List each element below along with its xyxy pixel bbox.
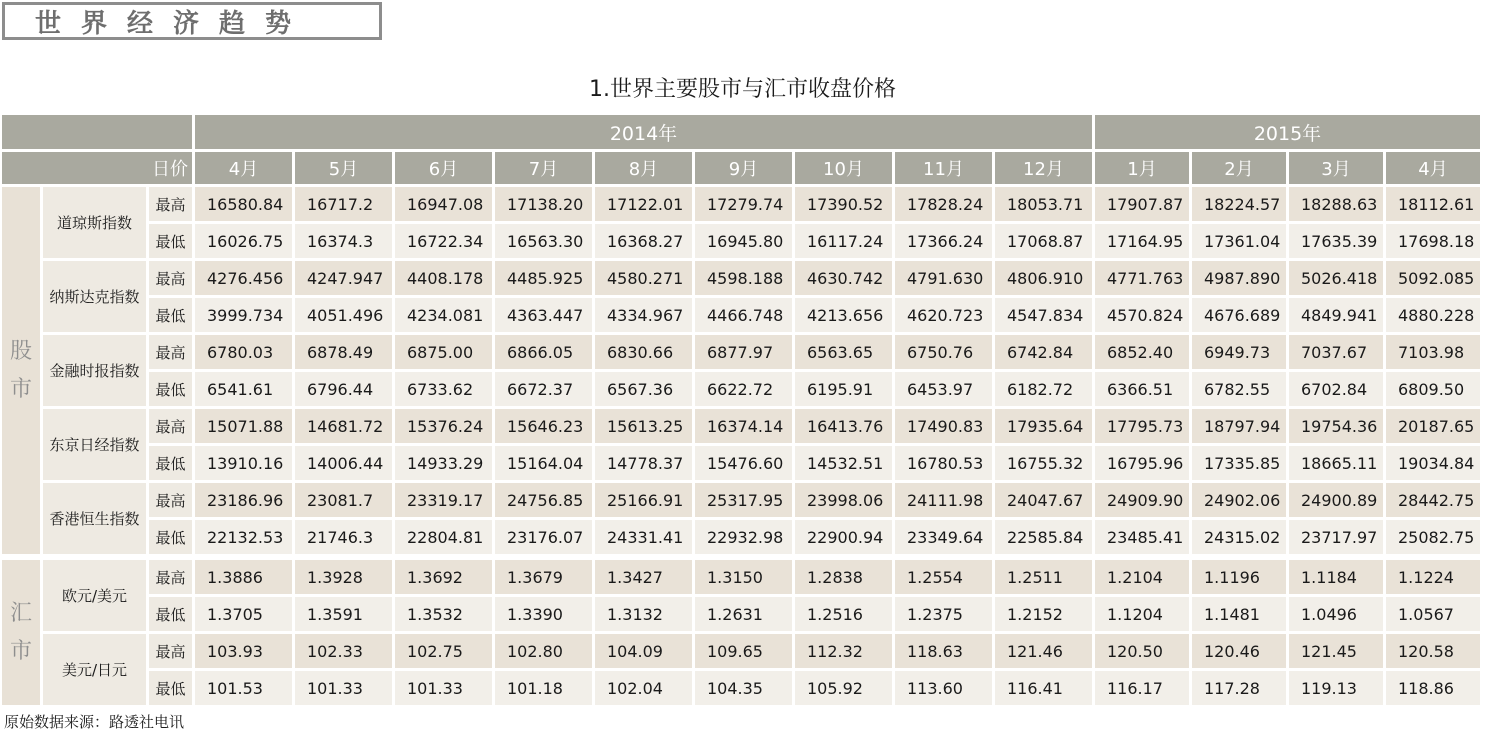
price-cell: 22932.98: [695, 520, 792, 554]
data-source-note: 原始数据来源：路透社电讯: [4, 713, 185, 731]
price-cell: 1.3886: [195, 560, 292, 594]
price-cell: 17279.74: [695, 187, 792, 221]
high-low-label: 最低: [149, 298, 192, 332]
price-cell: 22900.94: [795, 520, 892, 554]
price-cell: 1.3150: [695, 560, 792, 594]
price-cell: 18224.57: [1192, 187, 1286, 221]
price-cell: 1.2554: [895, 560, 992, 594]
price-cell: 6541.61: [195, 372, 292, 406]
price-cell: 4849.941: [1289, 298, 1383, 332]
price-cell: 1.1481: [1192, 597, 1286, 631]
price-cell: 16780.53: [895, 446, 992, 480]
price-cell: 17390.52: [795, 187, 892, 221]
price-cell: 1.3390: [495, 597, 592, 631]
price-cell: 6742.84: [995, 335, 1092, 369]
table-row: [2, 560, 1480, 594]
price-cell: 4234.081: [395, 298, 492, 332]
price-cell: 103.93: [195, 634, 292, 668]
price-cell: 16026.75: [195, 224, 292, 258]
price-cell: 4485.925: [495, 261, 592, 295]
month-header: 6月: [395, 152, 492, 184]
price-cell: 1.1184: [1289, 560, 1383, 594]
price-cell: 25317.95: [695, 483, 792, 517]
price-cell: 1.0496: [1289, 597, 1383, 631]
price-cell: 6672.37: [495, 372, 592, 406]
price-cell: 1.2152: [995, 597, 1092, 631]
high-low-label: 最低: [149, 224, 192, 258]
group-label-text: 股市: [10, 338, 33, 402]
price-cell: 6866.05: [495, 335, 592, 369]
price-cell: 5092.085: [1386, 261, 1480, 295]
price-cell: 17935.64: [995, 409, 1092, 443]
table-row: [2, 261, 1480, 295]
price-cell: 16755.32: [995, 446, 1092, 480]
price-cell: 16413.76: [795, 409, 892, 443]
high-low-label: 最高: [149, 560, 192, 594]
price-cell: 101.53: [195, 671, 292, 705]
price-cell: 4570.824: [1095, 298, 1189, 332]
price-cell: 120.50: [1095, 634, 1189, 668]
price-cell: 17635.39: [1289, 224, 1383, 258]
price-cell: 15376.24: [395, 409, 492, 443]
price-cell: 24111.98: [895, 483, 992, 517]
index-name: 道琼斯指数: [43, 187, 146, 258]
price-cell: 6796.44: [295, 372, 392, 406]
price-cell: 17138.20: [495, 187, 592, 221]
index-name: 美元/日元: [43, 634, 146, 705]
price-cell: 6782.55: [1192, 372, 1286, 406]
high-low-label: 最高: [149, 634, 192, 668]
index-name: 东京日经指数: [43, 409, 146, 480]
table-title: 1.世界主要股市与汇市收盘价格: [589, 77, 896, 102]
price-cell: 118.63: [895, 634, 992, 668]
high-low-label: 最低: [149, 372, 192, 406]
header-corner: [2, 115, 192, 149]
high-low-label: 最高: [149, 483, 192, 517]
price-cell: 1.3532: [395, 597, 492, 631]
month-header: 9月: [695, 152, 792, 184]
price-cell: 6567.36: [595, 372, 692, 406]
price-cell: 104.35: [695, 671, 792, 705]
price-cell: 25166.91: [595, 483, 692, 517]
price-cell: 1.2511: [995, 560, 1092, 594]
price-cell: 4408.178: [395, 261, 492, 295]
price-cell: 24902.06: [1192, 483, 1286, 517]
high-low-label: 最低: [149, 671, 192, 705]
price-cell: 5026.418: [1289, 261, 1383, 295]
price-cell: 17122.01: [595, 187, 692, 221]
price-cell: 6780.03: [195, 335, 292, 369]
price-table: [0, 112, 1483, 708]
price-cell: 24331.41: [595, 520, 692, 554]
month-header-row: [2, 152, 1480, 184]
price-cell: 6702.84: [1289, 372, 1383, 406]
table-row: [2, 335, 1480, 369]
price-cell: 24047.67: [995, 483, 1092, 517]
price-cell: 4466.748: [695, 298, 792, 332]
price-cell: 23081.7: [295, 483, 392, 517]
month-header: 8月: [595, 152, 692, 184]
price-cell: 22132.53: [195, 520, 292, 554]
high-low-label: 最高: [149, 409, 192, 443]
price-cell: 17335.85: [1192, 446, 1286, 480]
price-cell: 15646.23: [495, 409, 592, 443]
price-cell: 4630.742: [795, 261, 892, 295]
price-cell: 120.46: [1192, 634, 1286, 668]
group-label-text: 汇市: [10, 600, 33, 664]
price-cell: 102.33: [295, 634, 392, 668]
price-cell: 120.58: [1386, 634, 1480, 668]
price-cell: 24900.89: [1289, 483, 1383, 517]
table-row: [2, 671, 1480, 705]
price-cell: 17698.18: [1386, 224, 1480, 258]
price-cell: 19034.84: [1386, 446, 1480, 480]
price-cell: 4547.834: [995, 298, 1092, 332]
price-cell: 18112.61: [1386, 187, 1480, 221]
price-cell: 14532.51: [795, 446, 892, 480]
price-cell: 18288.63: [1289, 187, 1383, 221]
table-row: [2, 597, 1480, 631]
price-cell: 24909.90: [1095, 483, 1189, 517]
price-cell: 6852.40: [1095, 335, 1189, 369]
price-cell: 105.92: [795, 671, 892, 705]
price-cell: 14933.29: [395, 446, 492, 480]
table-row: [2, 520, 1480, 554]
price-cell: 1.3591: [295, 597, 392, 631]
index-name: 纳斯达克指数: [43, 261, 146, 332]
high-low-label: 最高: [149, 187, 192, 221]
price-cell: 102.75: [395, 634, 492, 668]
price-cell: 16580.84: [195, 187, 292, 221]
price-cell: 17795.73: [1095, 409, 1189, 443]
price-cell: 1.3132: [595, 597, 692, 631]
price-cell: 18053.71: [995, 187, 1092, 221]
price-cell: 23176.07: [495, 520, 592, 554]
price-cell: 117.28: [1192, 671, 1286, 705]
month-header: 4月: [1386, 152, 1480, 184]
price-cell: 17164.95: [1095, 224, 1189, 258]
price-cell: 24756.85: [495, 483, 592, 517]
price-cell: 16722.34: [395, 224, 492, 258]
price-cell: 1.3692: [395, 560, 492, 594]
price-cell: 17068.87: [995, 224, 1092, 258]
index-name: 金融时报指数: [43, 335, 146, 406]
price-cell: 1.1224: [1386, 560, 1480, 594]
month-header: 7月: [495, 152, 592, 184]
price-cell: 121.45: [1289, 634, 1383, 668]
price-cell: 101.33: [395, 671, 492, 705]
price-cell: 101.33: [295, 671, 392, 705]
price-cell: 121.46: [995, 634, 1092, 668]
table-row: [2, 483, 1480, 517]
price-cell: 22585.84: [995, 520, 1092, 554]
price-cell: 4620.723: [895, 298, 992, 332]
price-cell: 119.13: [1289, 671, 1383, 705]
price-cell: 1.2631: [695, 597, 792, 631]
price-cell: 113.60: [895, 671, 992, 705]
price-cell: 25082.75: [1386, 520, 1480, 554]
table-row: [2, 634, 1480, 668]
price-cell: 6182.72: [995, 372, 1092, 406]
price-cell: 23998.06: [795, 483, 892, 517]
price-cell: 1.3427: [595, 560, 692, 594]
year-2015-header: 2015年: [1095, 115, 1480, 149]
high-low-label: 最高: [149, 261, 192, 295]
price-cell: 22804.81: [395, 520, 492, 554]
price-cell: 116.41: [995, 671, 1092, 705]
price-cell: 15476.60: [695, 446, 792, 480]
price-cell: 4213.656: [795, 298, 892, 332]
price-cell: 20187.65: [1386, 409, 1480, 443]
group-label: [2, 560, 40, 705]
price-cell: 13910.16: [195, 446, 292, 480]
high-low-label: 最低: [149, 446, 192, 480]
price-cell: 118.86: [1386, 671, 1480, 705]
table-row: [2, 298, 1480, 332]
high-low-label: 最低: [149, 520, 192, 554]
price-cell: 1.1196: [1192, 560, 1286, 594]
price-cell: 4334.967: [595, 298, 692, 332]
price-cell: 4598.188: [695, 261, 792, 295]
price-cell: 4363.447: [495, 298, 592, 332]
price-cell: 6809.50: [1386, 372, 1480, 406]
price-cell: 17490.83: [895, 409, 992, 443]
price-cell: 14778.37: [595, 446, 692, 480]
price-cell: 21746.3: [295, 520, 392, 554]
price-cell: 6830.66: [595, 335, 692, 369]
price-cell: 16117.24: [795, 224, 892, 258]
price-cell: 4051.496: [295, 298, 392, 332]
price-cell: 16374.14: [695, 409, 792, 443]
price-cell: 16368.27: [595, 224, 692, 258]
price-cell: 1.3705: [195, 597, 292, 631]
price-cell: 102.04: [595, 671, 692, 705]
price-cell: 7037.67: [1289, 335, 1383, 369]
year-header-row: [2, 115, 1480, 149]
price-cell: 6875.00: [395, 335, 492, 369]
price-cell: 4806.910: [995, 261, 1092, 295]
price-cell: 1.0567: [1386, 597, 1480, 631]
price-cell: 16795.96: [1095, 446, 1189, 480]
index-name: 欧元/美元: [43, 560, 146, 631]
price-cell: 1.2516: [795, 597, 892, 631]
price-cell: 101.18: [495, 671, 592, 705]
month-header: 4月: [195, 152, 292, 184]
price-cell: 23319.17: [395, 483, 492, 517]
price-cell: 14006.44: [295, 446, 392, 480]
price-cell: 16563.30: [495, 224, 592, 258]
price-cell: 16947.08: [395, 187, 492, 221]
table-row: [2, 446, 1480, 480]
price-cell: 1.2375: [895, 597, 992, 631]
high-low-label: 最低: [149, 597, 192, 631]
table-body: [2, 187, 1480, 705]
price-cell: 4580.271: [595, 261, 692, 295]
price-cell: 7103.98: [1386, 335, 1480, 369]
price-cell: 18665.11: [1289, 446, 1383, 480]
price-cell: 4771.763: [1095, 261, 1189, 295]
group-label: [2, 187, 40, 554]
price-cell: 4247.947: [295, 261, 392, 295]
price-cell: 6366.51: [1095, 372, 1189, 406]
price-cell: 109.65: [695, 634, 792, 668]
section-banner: 世界经济趋势: [2, 2, 382, 40]
price-cell: 24315.02: [1192, 520, 1286, 554]
table-row: [2, 409, 1480, 443]
price-cell: 16945.80: [695, 224, 792, 258]
price-cell: 3999.734: [195, 298, 292, 332]
month-header: 12月: [995, 152, 1092, 184]
price-cell: 17907.87: [1095, 187, 1189, 221]
price-cell: 17361.04: [1192, 224, 1286, 258]
month-header: 5月: [295, 152, 392, 184]
price-cell: 1.2838: [795, 560, 892, 594]
index-name: 香港恒生指数: [43, 483, 146, 554]
year-2014-header: 2014年: [195, 115, 1092, 149]
month-header: 11月: [895, 152, 992, 184]
price-cell: 16374.3: [295, 224, 392, 258]
month-header: 2月: [1192, 152, 1286, 184]
high-low-label: 最高: [149, 335, 192, 369]
price-cell: 15071.88: [195, 409, 292, 443]
price-cell: 116.17: [1095, 671, 1189, 705]
month-header: 10月: [795, 152, 892, 184]
price-cell: 23349.64: [895, 520, 992, 554]
price-cell: 23485.41: [1095, 520, 1189, 554]
table-row: [2, 224, 1480, 258]
price-cell: 4791.630: [895, 261, 992, 295]
price-cell: 14681.72: [295, 409, 392, 443]
price-cell: 6453.97: [895, 372, 992, 406]
price-cell: 6750.76: [895, 335, 992, 369]
price-cell: 23717.97: [1289, 520, 1383, 554]
price-cell: 23186.96: [195, 483, 292, 517]
price-cell: 18797.94: [1192, 409, 1286, 443]
price-cell: 6733.62: [395, 372, 492, 406]
price-cell: 4276.456: [195, 261, 292, 295]
price-cell: 6877.97: [695, 335, 792, 369]
price-cell: 17828.24: [895, 187, 992, 221]
price-cell: 4676.689: [1192, 298, 1286, 332]
price-cell: 28442.75: [1386, 483, 1480, 517]
price-cell: 1.2104: [1095, 560, 1189, 594]
price-cell: 6563.65: [795, 335, 892, 369]
price-cell: 17366.24: [895, 224, 992, 258]
price-cell: 16717.2: [295, 187, 392, 221]
month-header: 1月: [1095, 152, 1189, 184]
price-cell: 102.80: [495, 634, 592, 668]
price-cell: 15613.25: [595, 409, 692, 443]
price-cell: 6878.49: [295, 335, 392, 369]
month-header: 3月: [1289, 152, 1383, 184]
price-cell: 19754.36: [1289, 409, 1383, 443]
price-cell: 112.32: [795, 634, 892, 668]
table-row: [2, 372, 1480, 406]
price-cell: 1.3928: [295, 560, 392, 594]
price-cell: 1.1204: [1095, 597, 1189, 631]
rijia-header: 日价: [2, 152, 192, 184]
price-cell: 104.09: [595, 634, 692, 668]
price-cell: 6622.72: [695, 372, 792, 406]
price-cell: 4880.228: [1386, 298, 1480, 332]
price-cell: 4987.890: [1192, 261, 1286, 295]
price-cell: 1.3679: [495, 560, 592, 594]
price-cell: 15164.04: [495, 446, 592, 480]
price-cell: 6195.91: [795, 372, 892, 406]
table-row: [2, 187, 1480, 221]
price-cell: 6949.73: [1192, 335, 1286, 369]
